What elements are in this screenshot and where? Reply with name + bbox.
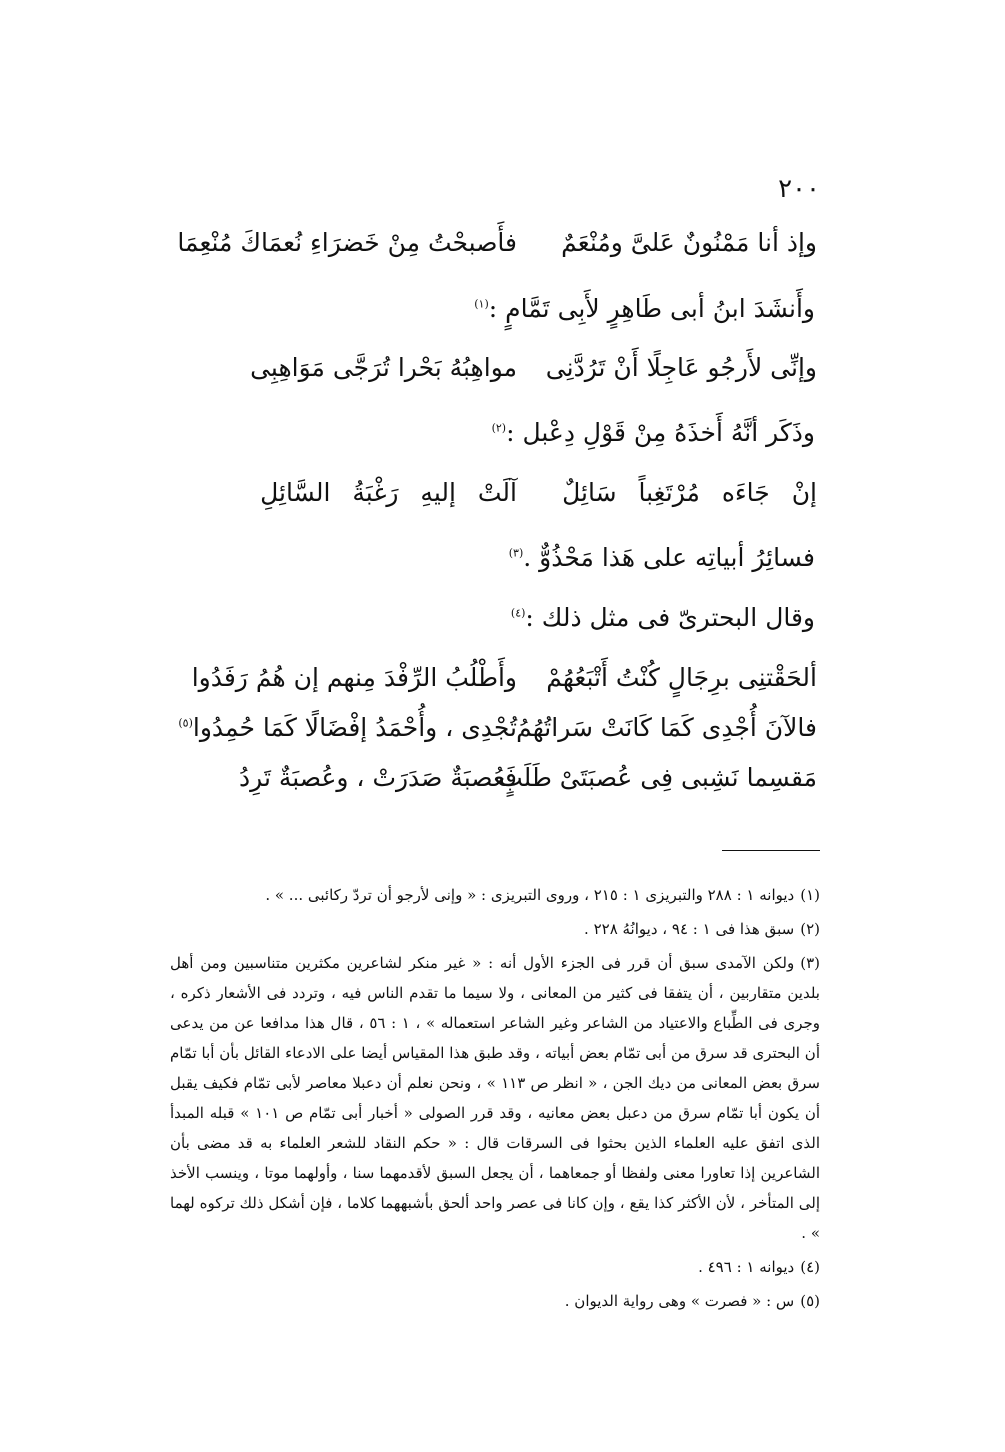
footnotes: [170, 880, 820, 1316]
prose-line: [511, 603, 815, 632]
verse-hemistich-first: إنْ جَاءَه مُرْتَغِباً سَائِلٌ: [562, 478, 817, 507]
footnote-separator: [722, 850, 820, 851]
footnote: [170, 880, 820, 910]
footnote-text: ديوانه ١ : ٤٩٦ .: [698, 1258, 795, 1276]
verse-hemistich-second: فَعُصبَةٌ صَدَرَتْ ، وعُصبَةٌ تَرِدُ: [239, 763, 517, 792]
footnote: [170, 948, 820, 1248]
verse-hemistich-first: فالآنَ أُجْدِى كَمَا كَانَتْ سَراتُهُمُ: [516, 713, 817, 742]
prose-line: [492, 418, 815, 447]
verse-hemistich-second: مواهِبُهُ بَحْرا تُرَجَّى مَوَاهِبِى: [250, 353, 517, 382]
prose-text: فسائِرُ أبياتِه على هَذا مَحْذُوٌّ .: [523, 543, 815, 572]
footnote-reference: (٣): [508, 546, 524, 560]
footnote-label: (٣): [800, 954, 820, 972]
footnote-reference: (٢): [491, 421, 507, 435]
verse-hemistich-first: وإذ أنا مَمْنُونٌ عَلىَّ ومُنْعَمٌ: [561, 228, 817, 257]
footnote-label: (٥): [800, 1292, 820, 1310]
footnote: [170, 1286, 820, 1316]
prose-line: [474, 294, 815, 323]
footnote-text: ديوانه ١ : ٢٨٨ والتبريزى ١ : ٢١٥ ، وروى التبريزى : « وإنى لأرجو أن تردّ ركائبى ... » .: [265, 886, 795, 904]
verse-hemistich-second: [178, 713, 517, 742]
prose-text: وذَكَر أنَّهُ أَخذَهُ مِنْ قَوْلِ دِعْبل :: [506, 418, 815, 447]
footnote-text: سبق هذا فى ١ : ٩٤ ، ديوانُهُ ٢٢٨ .: [584, 920, 795, 938]
verse-hemistich-first: ألحَقْتنِى برِجَالٍ كُنْتُ أَتْبَعُهُمْ: [546, 663, 817, 692]
footnote-label: (١): [800, 886, 820, 904]
prose-text: وأَنشَدَ ابنُ أبى طَاهِرٍ لأَبِى تَمَّامٍ :: [488, 294, 815, 323]
footnote-text: س : « فصرت » وهى رواية الديوان .: [564, 1292, 795, 1310]
prose-line: [509, 543, 815, 572]
footnote-label: (٤): [800, 1258, 820, 1276]
footnote-reference: (١): [474, 297, 489, 311]
verse-hemistich-second: فأَصبحْتُ مِنْ خَضرَاءِ نُعمَاكَ مُنْعِمَا: [177, 228, 517, 257]
footnote: [170, 1252, 820, 1282]
footnote-reference: (٥): [178, 716, 193, 730]
verse-hemistich-first: وإنِّى لأَرجُو عَاجِلًا أَنْ تَرُدَّنِى: [545, 353, 817, 382]
verse-hemistich-second: آلَتْ إليهِ رَغْبَةُ السَّائِلِ: [260, 478, 517, 507]
footnote-text: ولكن الآمدى سبق أن قرر فى الجزء الأول أنه : « غير منكر لشاعرين مكثرين متناسبين ومن أهل بلدين متقاربين ، أن يتفقا فى كثير من المعانى ، ولا سيما ما تقدم الناس فيه ، وتردد فى الأشعار ذكره ، وجرى فى الطِّباع والاعتياد من الشاعر وغير الشاعر استعماله » ، ١ : ٥٦ ، قال هذا مدافعا عن من يدعى أن البحترى قد سرق من أبى تمّام بعض أبياته ، وقد طبق هذا المقياس أيضا على الادعاء القائل بأن أبا تمّام سرق بعض المعانى من ديك الجن ، « انظر ص ١١٣ » ، ونحن نعلم أن دعبلا معاصر لأبى تمّام فكيف يقبل أن يكون أبا تمّام سرق من دعبل بعض معانيه ، وقد قرر الصولى « أخبار أبى تمّام ص ١٠١ » قبله المبدأ الذى اتفق عليه العلماء الذين بحثوا فى السرقات قال : « حكم النقاد للشعر العلماء به قد مضى بأن الشاعرين إذا تعاورا معنى ولفظا أو جمعاهما ، أن يجعل السبق لأقدمهما سنا ، وأولهما موتا ، وينسب الأخذ إلى المتأخر ، لأن الأكثر كذا يقع ، وإن كانا فى عصر واحد ألحق بأشبههما كلاما ، فإن أشكل ذلك تركوه لهما » .: [170, 954, 821, 1242]
footnote-label: (٢): [800, 920, 820, 938]
verse-hemistich-first: مَقسِما نَشِبى فِى عُصبَتَىْ طَلَبٍ: [499, 763, 817, 792]
verse-text: تُجْدِى ، وأُحْمَدُ إفْضَالًا كَمَا حُمِدُوا: [192, 713, 517, 742]
footnote: [170, 914, 820, 944]
prose-text: وقال البحترىّ فى مثل ذلك :: [525, 603, 815, 632]
footnote-reference: (٤): [510, 606, 526, 620]
verse-hemistich-second: وأَطْلُبُ الرِّفْدَ مِنهم إن هُمُ رَفَدُوا: [191, 663, 517, 692]
page-number: ٢٠٠: [778, 174, 820, 204]
